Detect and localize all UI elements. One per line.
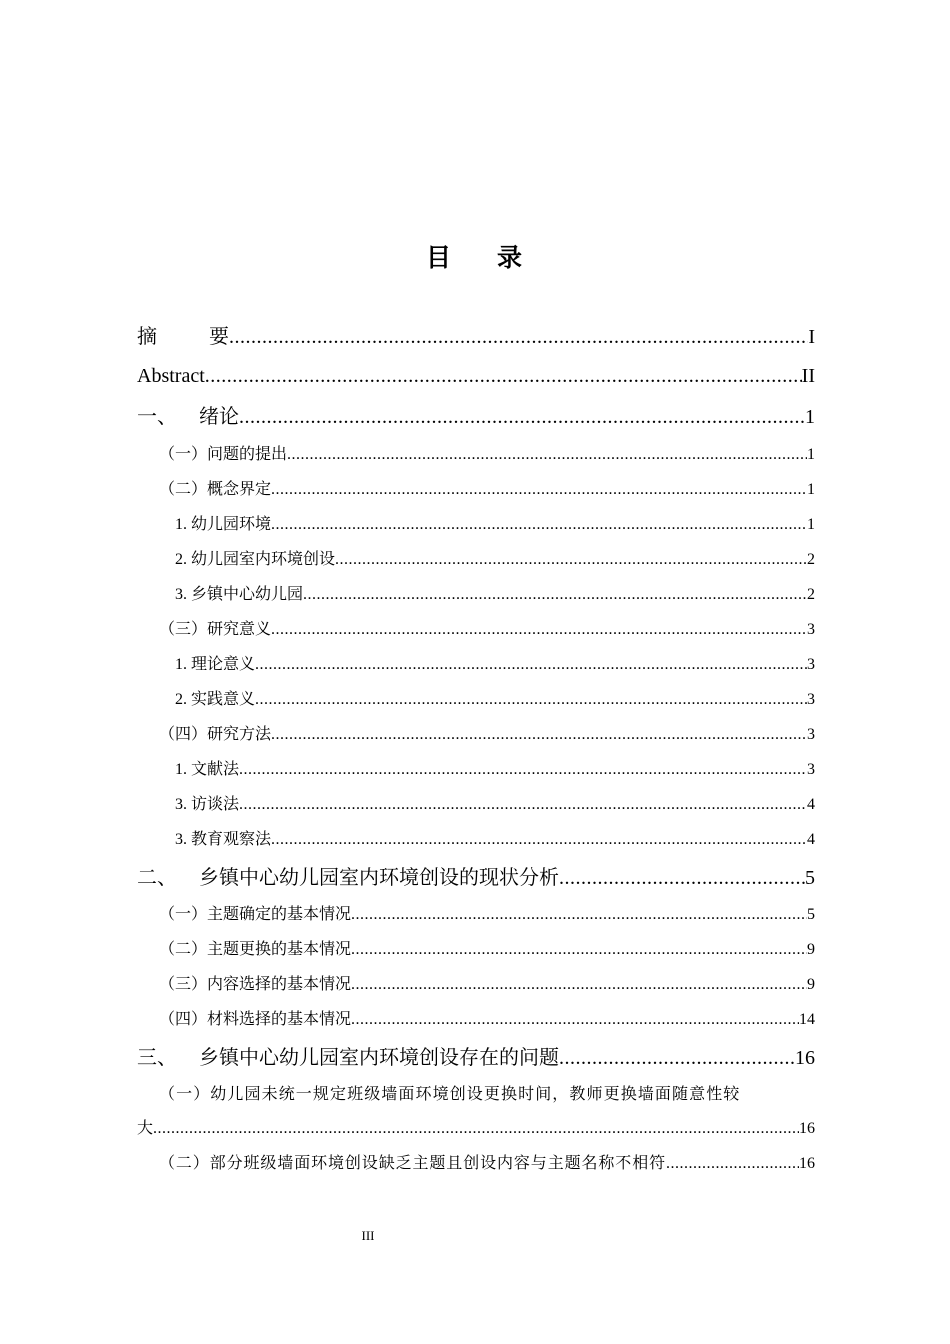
- toc-page-number: 5: [805, 867, 815, 889]
- toc-entry-number: 2.: [175, 691, 187, 708]
- toc-entry-label: （四）材料选择的基本情况: [159, 1009, 352, 1028]
- toc-entry-section[interactable]: [137, 1008, 815, 1031]
- toc-entry-prefix: 二、: [137, 865, 177, 889]
- toc-leader-dots: [271, 514, 807, 536]
- toc-entry-section[interactable]: [137, 478, 815, 501]
- toc-entry-label: 幼儿园环境: [191, 514, 272, 533]
- toc-page-number: 2: [807, 586, 815, 603]
- toc-entry-chapter-2[interactable]: [137, 864, 815, 891]
- toc-entry-number: 1.: [175, 656, 187, 673]
- toc-entry-label: （二）部分班级墙面环境创设缺乏主题且创设内容与主题名称不相符: [159, 1153, 667, 1172]
- toc-page-number: 2: [807, 551, 815, 568]
- toc-page-number: 4: [807, 831, 815, 848]
- toc-entry-label: 教育观察法: [191, 829, 272, 848]
- toc-entry-label: 大: [137, 1118, 154, 1137]
- toc-entry-subsection[interactable]: [137, 758, 815, 781]
- toc-leader-dots: [271, 619, 807, 641]
- toc-page-number: 3: [807, 691, 815, 708]
- toc-entry-label: Abstract: [137, 365, 205, 387]
- toc-leader-dots: [271, 829, 807, 851]
- toc-entry-label: 理论意义: [191, 654, 256, 673]
- toc-entry-label: 文献法: [191, 759, 240, 778]
- toc-entry-subsection[interactable]: [137, 583, 815, 606]
- toc-leader-dots: [335, 549, 807, 571]
- toc-leader-dots: [559, 865, 805, 891]
- toc-leader-dots: [205, 363, 802, 389]
- toc-entry-label: 乡镇中心幼儿园室内环境创设存在的问题: [199, 1045, 559, 1069]
- toc-entry-number: 1.: [175, 516, 187, 533]
- toc-entry-section[interactable]: [137, 618, 815, 641]
- toc-leader-dots: [287, 444, 807, 466]
- toc-entry-label: 实践意义: [191, 689, 256, 708]
- toc-page-number: 16: [795, 1047, 815, 1069]
- toc-entry-subsection[interactable]: [137, 513, 815, 536]
- toc-leader-dots: [255, 689, 807, 711]
- toc-entry-prefix: 一、: [137, 404, 177, 428]
- toc-entry-section[interactable]: [137, 723, 815, 746]
- toc-leader-dots: [303, 584, 807, 606]
- toc-page-number: 1: [807, 446, 815, 463]
- toc-page-number: I: [808, 326, 815, 348]
- toc-page-number: 16: [799, 1120, 815, 1137]
- toc-title-char-2: 录: [497, 243, 525, 272]
- toc-leader-dots: [351, 974, 807, 996]
- toc-entry-abstract-en[interactable]: [137, 363, 815, 389]
- toc-entry-section[interactable]: [137, 443, 815, 466]
- toc-leader-dots: [153, 1118, 799, 1140]
- toc-entry-label: （四）研究方法: [159, 724, 272, 743]
- toc-entry-label: （二）主题更换的基本情况: [159, 939, 352, 958]
- toc-entry-subsection[interactable]: [137, 653, 815, 676]
- toc-leader-dots: [559, 1045, 795, 1071]
- toc-entry-prefix: 摘: [137, 324, 157, 348]
- toc-leader-dots: [239, 759, 807, 781]
- toc-entry-label: （一）主题确定的基本情况: [159, 904, 352, 923]
- toc-leader-dots: [351, 939, 807, 961]
- toc-entry-section[interactable]: [137, 973, 815, 996]
- toc-page-number: 16: [799, 1155, 815, 1172]
- toc-entry-subsection[interactable]: [137, 548, 815, 571]
- toc-entry-subsection[interactable]: [137, 688, 815, 711]
- toc-entry-section[interactable]: [137, 903, 815, 926]
- toc-entry-label: （一）问题的提出: [159, 444, 288, 463]
- toc-entry-label: 要: [209, 324, 229, 348]
- toc-entry-label: （三）研究意义: [159, 619, 272, 638]
- toc-entry-number: 3.: [175, 796, 187, 813]
- toc-entry-chapter-1[interactable]: [137, 403, 815, 430]
- toc-leader-dots: [351, 904, 807, 926]
- toc-entry-number: 1.: [175, 761, 187, 778]
- toc-leader-dots: [239, 794, 807, 816]
- toc-title-char-1: 目: [425, 243, 453, 272]
- toc-entry-label: 乡镇中心幼儿园: [191, 584, 304, 603]
- toc-entry-section[interactable]: [137, 1152, 815, 1175]
- toc-page-number: 3: [807, 656, 815, 673]
- toc-page-number: 4: [807, 796, 815, 813]
- toc-leader-dots: [351, 1009, 799, 1031]
- toc-entry-number: 3.: [175, 831, 187, 848]
- toc-page-number: 3: [807, 726, 815, 743]
- toc-entry-label: 访谈法: [191, 794, 240, 813]
- toc-entry-section[interactable]: [137, 938, 815, 961]
- toc-leader-dots: [271, 724, 807, 746]
- toc-entry-subsection[interactable]: [137, 793, 815, 816]
- toc-entry-subsection[interactable]: [137, 828, 815, 851]
- page-footer-number: III: [361, 1228, 375, 1243]
- toc-leader-dots: [271, 479, 807, 501]
- toc-page-number: II: [801, 365, 815, 387]
- toc-entry-number: 2.: [175, 551, 187, 568]
- toc-leader-dots: [666, 1153, 799, 1175]
- toc-entry-abstract-cn[interactable]: [137, 323, 815, 350]
- toc-entry-chapter-3[interactable]: [137, 1044, 815, 1071]
- toc-leader-dots: [229, 324, 808, 350]
- toc-leader-dots: [255, 654, 807, 676]
- toc-page-number: 9: [807, 941, 815, 958]
- toc-page-number: 1: [805, 406, 815, 428]
- toc-page-number: 5: [807, 906, 815, 923]
- toc-entry-label: （二）概念界定: [159, 479, 272, 498]
- toc-entry-label: （三）内容选择的基本情况: [159, 974, 352, 993]
- toc-page-number: 9: [807, 976, 815, 993]
- toc-entry-section-line-1[interactable]: （一）幼儿园未统一规定班级墙面环境创设更换时间，教师更换墙面随意性较: [159, 1084, 741, 1103]
- toc-entry-label: 乡镇中心幼儿园室内环境创设的现状分析: [199, 865, 559, 889]
- toc-page-number: 14: [799, 1011, 815, 1028]
- toc-entry-label: 幼儿园室内环境创设: [191, 549, 336, 568]
- toc-entry-section-line-2[interactable]: [137, 1117, 815, 1140]
- toc-leader-dots: [239, 404, 805, 430]
- toc-page-number: 1: [807, 516, 815, 533]
- toc-entry-prefix: 三、: [137, 1045, 177, 1069]
- toc-entry-number: 3.: [175, 586, 187, 603]
- toc-page-number: 3: [807, 621, 815, 638]
- toc-title: [0, 240, 950, 276]
- toc-entry-label: 绪论: [199, 404, 239, 428]
- toc-page-number: 1: [807, 481, 815, 498]
- toc-page-number: 3: [807, 761, 815, 778]
